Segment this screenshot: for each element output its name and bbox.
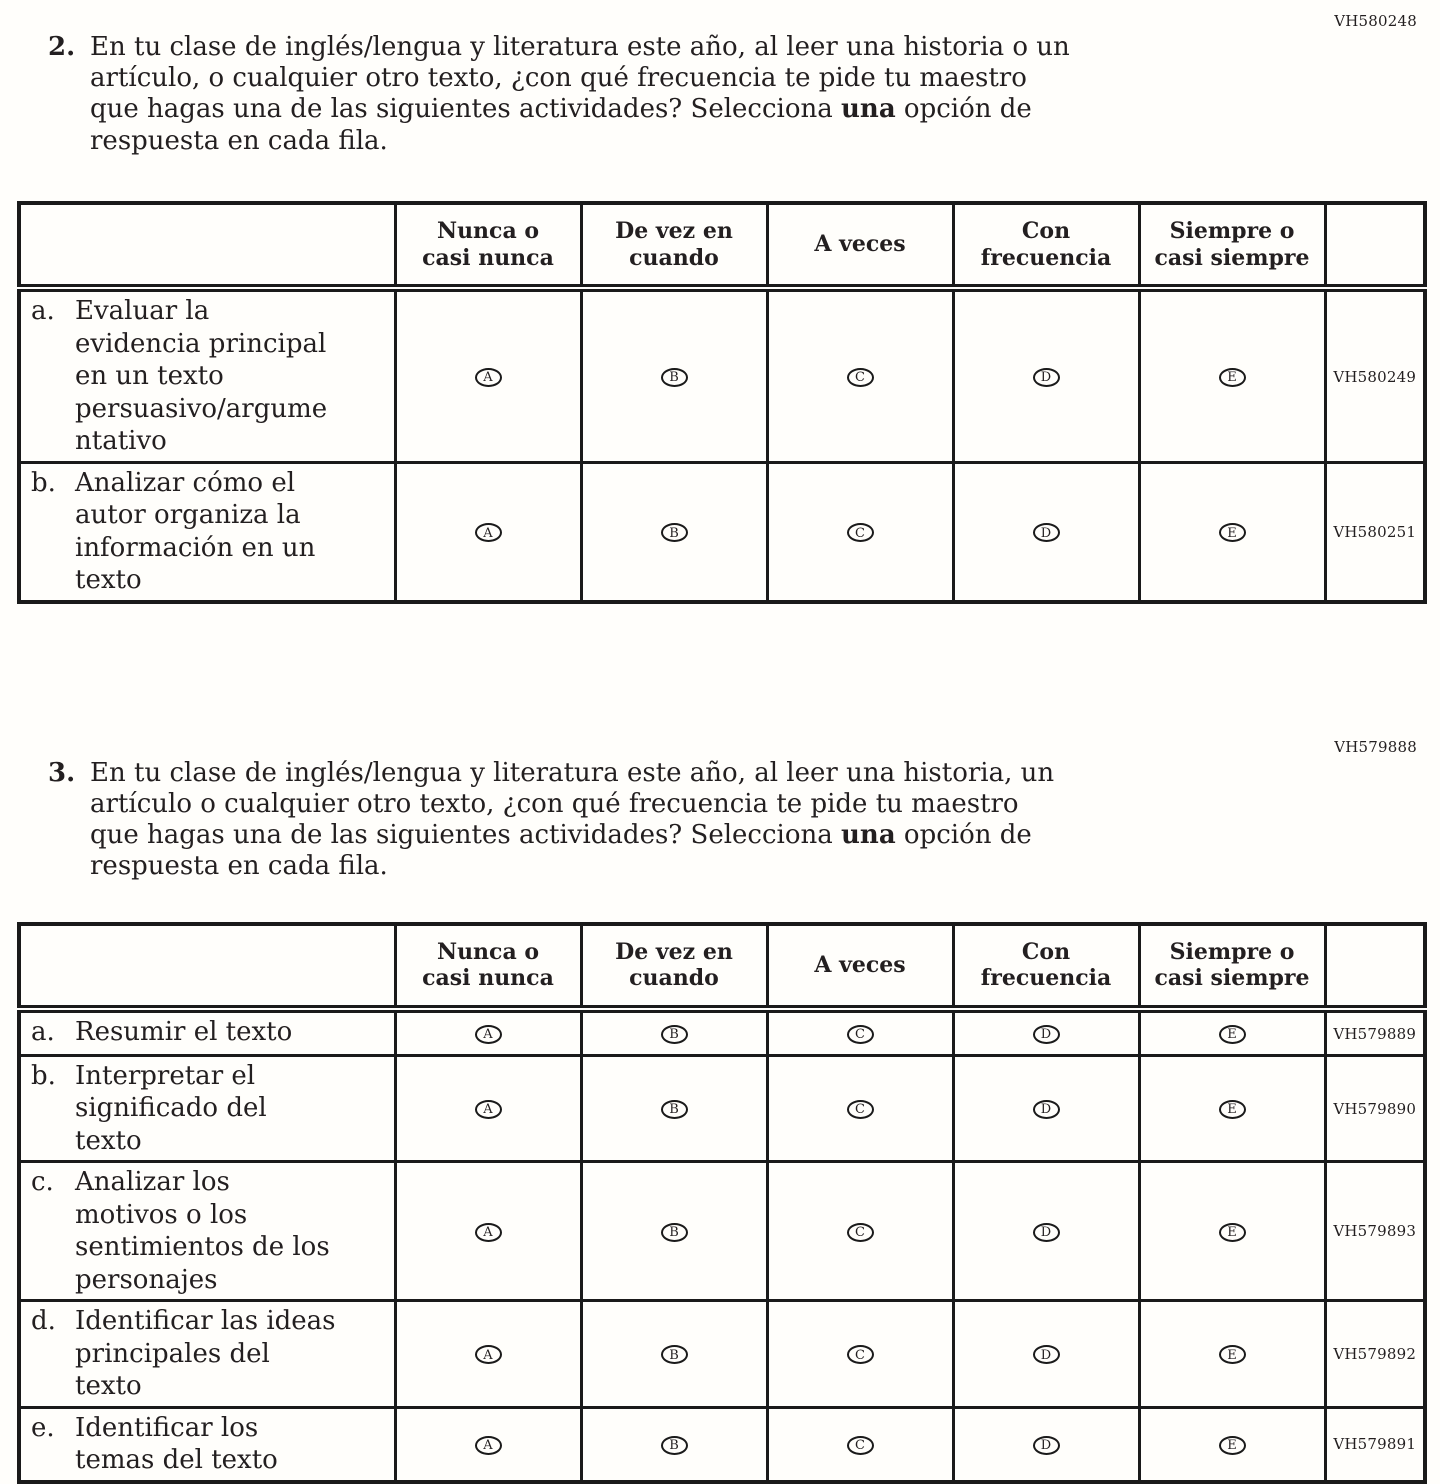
item-code: VH580251 [1325,462,1425,602]
activity-row-e [19,1407,1425,1482]
column-header-aveces [767,203,953,289]
question-3-prompt-text: En tu clase de inglés/lengua y literatura este año, al leer una historia, un artículo o cualquier otro texto, ¿con qué frecuencia te pide tu maestro que hagas una de las siguientes actividades? Selecciona [90,757,1055,851]
answer-bubble-C[interactable]: C [847,1345,874,1364]
question-3-accession-code: VH579888 [1334,737,1417,756]
column-header-line: casi nunca [422,965,554,992]
row-letter: e. [31,1412,55,1443]
option-cell [581,1301,767,1408]
option-cell [581,1407,767,1482]
row-letter: c. [31,1167,54,1198]
question-3-frequency-table [17,922,1427,1484]
answer-bubble-B[interactable]: B [661,1100,688,1119]
option-cell [395,1055,581,1162]
option-cell [953,1009,1139,1055]
answer-bubble-A[interactable]: A [475,1100,502,1119]
activity-row-b [19,1055,1425,1162]
option-cell [767,288,953,462]
option-cell [1139,1301,1325,1408]
option-cell [1139,1407,1325,1482]
activity-label-cell [19,1009,395,1055]
answer-bubble-D[interactable]: D [1033,1025,1060,1044]
answer-bubble-D[interactable]: D [1033,1100,1060,1119]
answer-bubble-B[interactable]: B [661,1025,688,1044]
row-letter: d. [31,1306,56,1337]
column-header-confrecuencia [953,203,1139,289]
activity-label-cell [19,1301,395,1408]
answer-bubble-A[interactable]: A [475,1345,502,1364]
activity-label: Evaluar la evidencia principal en un texto persuasivo/argumentativo [75,296,328,457]
option-cell [581,462,767,602]
answer-bubble-E[interactable]: E [1219,368,1246,387]
activity-label: Analizar cómo el autor organiza la información en un texto [75,467,316,596]
option-cell [1139,1055,1325,1162]
column-header-confrecuencia [953,924,1139,1010]
option-cell [581,1162,767,1301]
option-cell [953,462,1139,602]
question-2 [48,32,1440,157]
activity-label-cell [19,1162,395,1301]
option-cell [395,1407,581,1482]
activity-label: Resumir el texto [75,1017,293,1048]
column-header-line: De vez en [615,217,733,244]
activity-row-a [19,1009,1425,1055]
activity-row-b [19,462,1425,602]
item-code: VH579889 [1325,1009,1425,1055]
answer-bubble-C[interactable]: C [847,523,874,542]
option-cell [1139,1162,1325,1301]
column-header-line: Nunca o [436,938,540,965]
column-header-line: cuando [629,244,719,271]
activity-label-cell [19,1407,395,1482]
column-header-line: casi siempre [1154,244,1310,271]
option-cell [395,1009,581,1055]
option-cell [953,1162,1139,1301]
header-code-cell [1325,924,1425,1010]
column-header-line: A veces [814,952,906,979]
column-header-aveces [767,924,953,1010]
option-cell [767,1162,953,1301]
table-header-row [19,924,1425,1010]
column-header-line: Siempre o [1169,938,1295,965]
item-code: VH579892 [1325,1301,1425,1408]
answer-bubble-B[interactable]: B [661,1345,688,1364]
answer-bubble-C[interactable]: C [847,1436,874,1455]
answer-bubble-E[interactable]: E [1219,1345,1246,1364]
activity-label-cell [19,1055,395,1162]
question-2-prompt-text: En tu clase de inglés/lengua y literatura este año, al leer una historia o un artículo, o cualquier otro texto, ¿con qué frecuencia te pide tu maestro que hagas una de las siguientes actividades? Selecciona [90,32,1070,125]
answer-bubble-A[interactable]: A [475,523,502,542]
item-code: VH579893 [1325,1162,1425,1301]
column-header-line: frecuencia [980,244,1112,271]
column-header-siempre [1139,924,1325,1010]
option-cell [581,1009,767,1055]
item-code: VH580249 [1325,288,1425,462]
item-code: VH579891 [1325,1407,1425,1482]
answer-bubble-B[interactable]: B [661,1223,688,1242]
option-cell [767,1301,953,1408]
question-3-number: 3. [48,757,76,788]
answer-bubble-E[interactable]: E [1219,523,1246,542]
answer-bubble-D[interactable]: D [1033,1223,1060,1242]
column-header-line: frecuencia [980,965,1112,992]
activity-row-a [19,288,1425,462]
activity-label: Identificar las ideas principales del texto [75,1306,336,1402]
activity-label: Identificar los temas del texto [75,1412,278,1476]
column-header-line: Siempre o [1169,217,1295,244]
question-2-prompt-bold: una [841,94,896,125]
option-cell [953,288,1139,462]
question-3-prompt [90,758,1070,883]
question-3 [48,758,1440,883]
option-cell [395,1301,581,1408]
activity-label: Interpretar el significado del texto [75,1060,267,1156]
column-header-line: casi nunca [422,244,554,271]
item-code: VH579890 [1325,1055,1425,1162]
answer-bubble-A[interactable]: A [475,1223,502,1242]
column-header-siempre [1139,203,1325,289]
option-cell [581,288,767,462]
question-2-number: 2. [48,32,76,62]
header-corner-cell [19,924,395,1010]
answer-bubble-C[interactable]: C [847,1100,874,1119]
column-header-line: Nunca o [436,217,540,244]
question-3-prompt-tail: opción de respuesta en cada fila. [90,820,1032,882]
row-letter: a. [31,1017,55,1048]
column-header-line: casi siempre [1154,965,1310,992]
column-header-nunca [395,924,581,1010]
answer-bubble-D[interactable]: D [1033,368,1060,387]
answer-bubble-A[interactable]: A [475,368,502,387]
option-cell [395,288,581,462]
answer-bubble-D[interactable]: D [1033,523,1060,542]
answer-bubble-D[interactable]: D [1033,1436,1060,1455]
option-cell [395,462,581,602]
answer-bubble-E[interactable]: E [1219,1223,1246,1242]
column-header-line: De vez en [615,938,733,965]
column-header-line: cuando [629,965,719,992]
answer-bubble-C[interactable]: C [847,368,874,387]
column-header-devez [581,924,767,1010]
answer-bubble-B[interactable]: B [661,368,688,387]
option-cell [1139,1009,1325,1055]
column-header-devez [581,203,767,289]
activity-row-c [19,1162,1425,1301]
question-2-frequency-table [17,201,1427,604]
row-letter: b. [31,1060,56,1091]
answer-bubble-A[interactable]: A [475,1025,502,1044]
row-letter: a. [31,296,55,327]
question-2-prompt [90,32,1070,157]
answer-bubble-C[interactable]: C [847,1223,874,1242]
answer-bubble-C[interactable]: C [847,1025,874,1044]
column-header-line: Con [1021,938,1071,965]
answer-bubble-E[interactable]: E [1219,1025,1246,1044]
option-cell [767,1055,953,1162]
option-cell [767,1009,953,1055]
question-3-prompt-bold: una [841,820,896,851]
answer-bubble-D[interactable]: D [1033,1345,1060,1364]
option-cell [953,1301,1139,1408]
answer-bubble-A[interactable]: A [475,1436,502,1455]
column-header-nunca [395,203,581,289]
answer-bubble-B[interactable]: B [661,1436,688,1455]
activity-label-cell [19,462,395,602]
table-header-row [19,203,1425,289]
option-cell [767,1407,953,1482]
row-letter: b. [31,467,56,498]
column-header-line: Con [1021,217,1071,244]
answer-bubble-E[interactable]: E [1219,1436,1246,1455]
header-code-cell [1325,203,1425,289]
column-header-line: A veces [814,231,906,258]
question-2-prompt-tail: opción de respuesta en cada fila. [90,94,1032,156]
activity-label-cell [19,288,395,462]
question-2-accession-code: VH580248 [1334,12,1417,30]
answer-bubble-E[interactable]: E [1219,1100,1246,1119]
option-cell [767,462,953,602]
option-cell [953,1407,1139,1482]
option-cell [953,1055,1139,1162]
option-cell [581,1055,767,1162]
option-cell [1139,288,1325,462]
option-cell [1139,462,1325,602]
answer-bubble-B[interactable]: B [661,523,688,542]
activity-label: Analizar los motivos o los sentimientos de los personajes [75,1167,330,1295]
header-corner-cell [19,203,395,289]
activity-row-d [19,1301,1425,1408]
option-cell [395,1162,581,1301]
